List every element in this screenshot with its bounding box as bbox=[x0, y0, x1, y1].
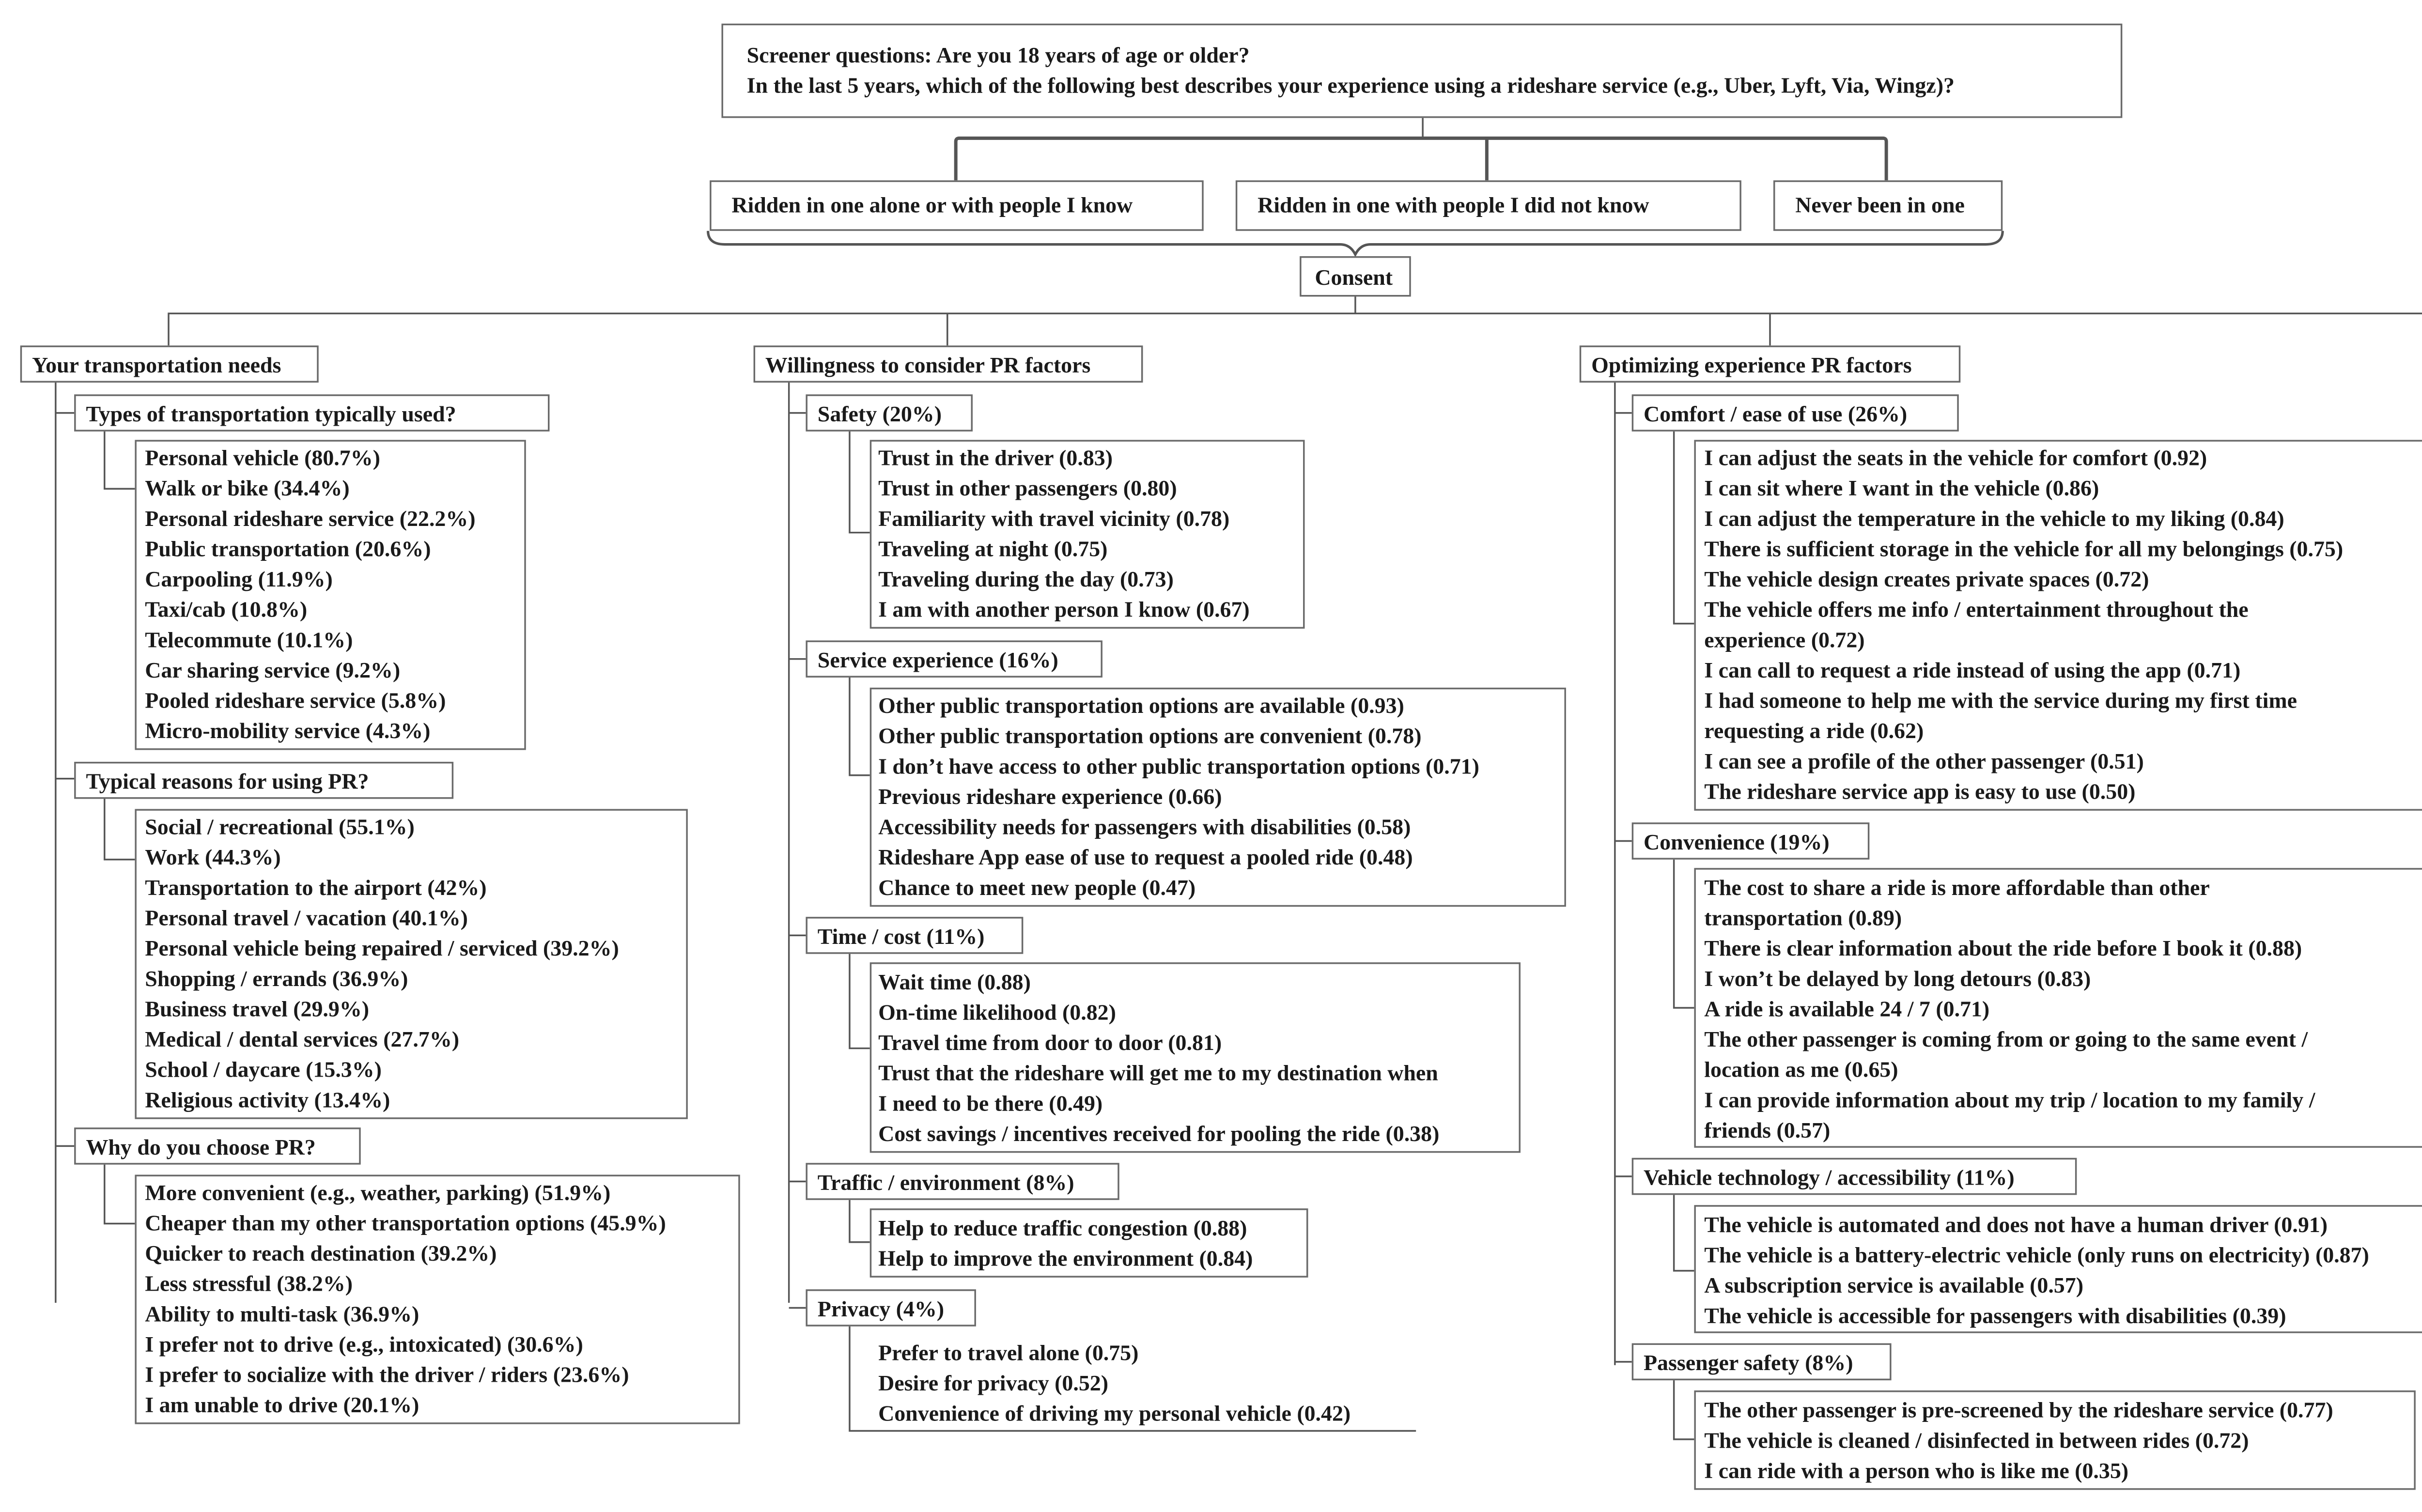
transportation-needs-header: Your transportation needs bbox=[20, 345, 319, 383]
list-item: I can adjust the temperature in the vehicle to my liking (0.84) bbox=[1704, 506, 2284, 531]
convenience-header: Convenience (19%) bbox=[1632, 822, 1870, 860]
reasons-list bbox=[145, 812, 619, 1115]
list-item: Trust that the rideshare will get me to my destination when bbox=[878, 1060, 1438, 1086]
list-item: Convenience of driving my personal vehicle (0.42) bbox=[878, 1400, 1351, 1426]
list-item: I can provide information about my trip / location to my family / bbox=[1704, 1087, 2315, 1112]
list-item: Ability to multi-task (36.9%) bbox=[145, 1301, 419, 1327]
traffic-header: Traffic / environment (8%) bbox=[806, 1163, 1119, 1200]
list-item: School / daycare (15.3%) bbox=[145, 1056, 382, 1082]
list-item: Help to improve the environment (0.84) bbox=[878, 1245, 1253, 1271]
list-item: Shopping / errands (36.9%) bbox=[145, 966, 408, 991]
list-item: Social / recreational (55.1%) bbox=[145, 814, 415, 840]
vehicle-tech-header: Vehicle technology / accessibility (11%) bbox=[1632, 1158, 2077, 1195]
list-item: Prefer to travel alone (0.75) bbox=[878, 1340, 1139, 1365]
list-item: Desire for privacy (0.52) bbox=[878, 1370, 1109, 1396]
list-item: The vehicle is automated and does not have a human driver (0.91) bbox=[1704, 1212, 2328, 1237]
option-never: Never been in one bbox=[1773, 180, 2003, 231]
service-header: Service experience (16%) bbox=[806, 640, 1102, 678]
list-item: I don’t have access to other public transportation options (0.71) bbox=[878, 753, 1479, 779]
list-item: The other passenger is coming from or going to the same event / bbox=[1704, 1026, 2308, 1052]
why-header: Why do you choose PR? bbox=[74, 1127, 361, 1165]
screener-line-2: In the last 5 years, which of the following best describes your experience using a rideshare service (e.g., Uber, Lyft, Via, Wingz)? bbox=[746, 72, 1955, 98]
list-item: The vehicle is accessible for passengers with disabilities (0.39) bbox=[1704, 1303, 2286, 1328]
list-item: The vehicle offers me info / entertainment throughout the bbox=[1704, 596, 2249, 622]
list-item: I prefer not to drive (e.g., intoxicated) (30.6%) bbox=[145, 1331, 583, 1357]
list-item: Religious activity (13.4%) bbox=[145, 1087, 390, 1112]
list-item: The cost to share a ride is more affordable than other bbox=[1704, 875, 2210, 900]
list-item: experience (0.72) bbox=[1704, 627, 1865, 652]
list-item: Car sharing service (9.2%) bbox=[145, 657, 401, 683]
time-cost-list bbox=[878, 968, 1439, 1150]
list-item: Trust in other passengers (0.80) bbox=[878, 475, 1177, 501]
list-item: Trust in the driver (0.83) bbox=[878, 445, 1113, 470]
privacy-list bbox=[878, 1338, 1351, 1429]
consent-box: Consent bbox=[1300, 256, 1411, 297]
list-item: Cost savings / incentives received for pooling the ride (0.38) bbox=[878, 1121, 1440, 1146]
privacy-header: Privacy (4%) bbox=[806, 1289, 976, 1327]
list-item: Telecommute (10.1%) bbox=[145, 627, 353, 652]
time-cost-header: Time / cost (11%) bbox=[806, 917, 1023, 954]
list-item: Transportation to the airport (42%) bbox=[145, 875, 487, 900]
list-item: Rideshare App ease of use to request a pooled ride (0.48) bbox=[878, 844, 1413, 870]
list-item: Micro-mobility service (4.3%) bbox=[145, 718, 431, 743]
list-item: Cheaper than my other transportation options (45.9%) bbox=[145, 1210, 666, 1235]
list-item: I am unable to drive (20.1%) bbox=[145, 1392, 419, 1418]
list-item: requesting a ride (0.62) bbox=[1704, 718, 1924, 743]
list-item: Traveling during the day (0.73) bbox=[878, 566, 1174, 592]
list-item: I can see a profile of the other passenger (0.51) bbox=[1704, 748, 2144, 774]
list-item: Walk or bike (34.4%) bbox=[145, 475, 350, 501]
list-item: Travel time from door to door (0.81) bbox=[878, 1030, 1222, 1055]
types-list bbox=[145, 443, 475, 746]
option-ridden-unknown: Ridden in one with people I did not know bbox=[1236, 180, 1741, 231]
list-item: I can call to request a ride instead of using the app (0.71) bbox=[1704, 657, 2241, 683]
list-item: Wait time (0.88) bbox=[878, 969, 1031, 995]
safety-header: Safety (20%) bbox=[806, 394, 973, 432]
list-item: Other public transportation options are available (0.93) bbox=[878, 693, 1404, 718]
convenience-list bbox=[1704, 873, 2315, 1146]
list-item: I need to be there (0.49) bbox=[878, 1090, 1103, 1116]
list-item: There is sufficient storage in the vehicle for all my belongings (0.75) bbox=[1704, 536, 2344, 561]
list-item: I can sit where I want in the vehicle (0.86) bbox=[1704, 475, 2099, 501]
service-list bbox=[878, 691, 1479, 903]
passenger-safety-header: Passenger safety (8%) bbox=[1632, 1343, 1892, 1381]
list-item: I prefer to socialize with the driver / riders (23.6%) bbox=[145, 1361, 629, 1388]
list-item: Taxi/cab (10.8%) bbox=[145, 596, 308, 622]
comfort-header: Comfort / ease of use (26%) bbox=[1632, 394, 1959, 432]
list-item: More convenient (e.g., weather, parking) (51.9%) bbox=[145, 1180, 611, 1205]
list-item: I am with another person I know (0.67) bbox=[878, 596, 1250, 622]
screener-box bbox=[721, 24, 2122, 118]
list-item: Previous rideshare experience (0.66) bbox=[878, 784, 1222, 809]
list-item: The vehicle is cleaned / disinfected in between rides (0.72) bbox=[1704, 1427, 2249, 1453]
list-item: Personal vehicle (80.7%) bbox=[145, 445, 380, 470]
list-item: Carpooling (11.9%) bbox=[145, 566, 333, 592]
safety-list bbox=[878, 443, 1250, 625]
list-item: transportation (0.89) bbox=[1704, 905, 1902, 930]
list-item: Medical / dental services (27.7%) bbox=[145, 1026, 460, 1052]
why-list bbox=[145, 1178, 666, 1421]
list-item: location as me (0.65) bbox=[1704, 1056, 1898, 1082]
list-item: Personal travel / vacation (40.1%) bbox=[145, 905, 468, 930]
list-item: Familiarity with travel vicinity (0.78) bbox=[878, 506, 1230, 531]
list-item: There is clear information about the ride before I book it (0.88) bbox=[1704, 935, 2302, 961]
list-item: A ride is available 24 / 7 (0.71) bbox=[1704, 996, 1990, 1021]
list-item: I had someone to help me with the service during my first time bbox=[1704, 687, 2297, 713]
types-header: Types of transportation typically used? bbox=[74, 394, 549, 432]
option-ridden-known: Ridden in one alone or with people I know bbox=[710, 180, 1204, 231]
list-item: Quicker to reach destination (39.2%) bbox=[145, 1240, 497, 1266]
list-item: Accessibility needs for passengers with disabilities (0.58) bbox=[878, 814, 1411, 840]
list-item: Less stressful (38.2%) bbox=[145, 1270, 353, 1296]
list-item: I can adjust the seats in the vehicle for comfort (0.92) bbox=[1704, 445, 2207, 470]
list-item: Traveling at night (0.75) bbox=[878, 536, 1108, 561]
list-item: Pooled rideshare service (5.8%) bbox=[145, 687, 446, 713]
list-item: The vehicle is a battery-electric vehicle (only runs on electricity) (0.87) bbox=[1704, 1242, 2369, 1267]
list-item: I won’t be delayed by long detours (0.83) bbox=[1704, 966, 2091, 991]
optimizing-header: Optimizing experience PR factors bbox=[1580, 345, 1960, 383]
list-item: On-time likelihood (0.82) bbox=[878, 999, 1116, 1025]
comfort-list bbox=[1704, 443, 2343, 807]
list-item: Public transportation (20.6%) bbox=[145, 536, 431, 561]
traffic-list bbox=[878, 1214, 1253, 1274]
list-item: A subscription service is available (0.57) bbox=[1704, 1272, 2084, 1298]
screener-line-1: Screener questions: Are you 18 years of age or older? bbox=[746, 42, 1250, 68]
list-item: Help to reduce traffic congestion (0.88) bbox=[878, 1215, 1247, 1241]
reasons-header: Typical reasons for using PR? bbox=[74, 762, 453, 799]
list-item: Personal rideshare service (22.2%) bbox=[145, 506, 476, 531]
list-item: friends (0.57) bbox=[1704, 1117, 1831, 1143]
list-item: The vehicle design creates private spaces (0.72) bbox=[1704, 566, 2149, 592]
list-item: Chance to meet new people (0.47) bbox=[878, 875, 1196, 900]
list-item: Business travel (29.9%) bbox=[145, 996, 370, 1021]
willingness-header: Willingness to consider PR factors bbox=[754, 345, 1143, 383]
list-item: The rideshare service app is easy to use (0.50) bbox=[1704, 778, 2136, 804]
list-item: Personal vehicle being repaired / serviced (39.2%) bbox=[145, 935, 619, 961]
passenger-safety-list bbox=[1704, 1395, 2333, 1486]
vehicle-tech-list bbox=[1704, 1210, 2369, 1332]
list-item: I can ride with a person who is like me (0.35) bbox=[1704, 1458, 2129, 1483]
list-item: The other passenger is pre-screened by the rideshare service (0.77) bbox=[1704, 1397, 2333, 1423]
list-item: Other public transportation options are convenient (0.78) bbox=[878, 723, 1422, 749]
list-item: Work (44.3%) bbox=[145, 844, 281, 870]
